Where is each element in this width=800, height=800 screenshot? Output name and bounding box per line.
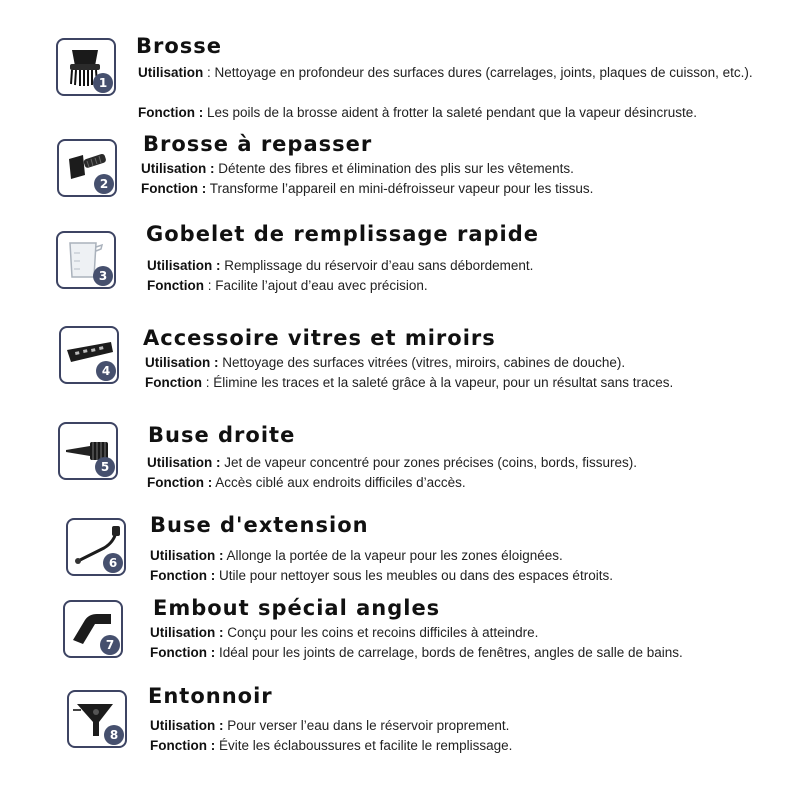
function-label: Fonction : — [150, 645, 216, 660]
item-number-badge: 5 — [95, 457, 115, 477]
item-usage — [147, 453, 787, 473]
function-text: Transforme l’appareil en mini-défroisseur vapeur pour les tissus. — [206, 181, 594, 196]
accessory-thumbnail — [67, 690, 127, 748]
usage-label: Utilisation : — [147, 455, 221, 470]
function-label: Fonction — [147, 278, 204, 293]
accessory-thumbnail — [57, 139, 117, 197]
function-text: Les poils de la brosse aident à frotter la saleté pendant que la vapeur désincruste. — [203, 105, 698, 120]
usage-text: Nettoyage en profondeur des surfaces dures (carrelages, joints, plaques de cuisson, etc.). — [214, 65, 753, 80]
item-number-badge: 8 — [104, 725, 124, 745]
usage-text: Détente des fibres et élimination des plis sur les vêtements. — [214, 161, 574, 176]
item-number-badge: 1 — [93, 73, 113, 93]
usage-label: Utilisation : — [145, 355, 219, 370]
item-usage — [150, 623, 790, 643]
item-function — [147, 276, 787, 296]
usage-text: Allonge la portée de la vapeur pour les zones éloignées. — [223, 548, 563, 563]
function-text: Idéal pour les joints de carrelage, bords de fenêtres, angles de salle de bains. — [215, 645, 683, 660]
item-usage — [141, 159, 781, 179]
usage-separator: : — [203, 65, 215, 80]
accessory-thumbnail — [63, 600, 123, 658]
accessory-thumbnail — [58, 422, 118, 480]
item-function — [150, 566, 790, 586]
function-text: : Facilite l’ajout d’eau avec précision. — [204, 278, 428, 293]
item-title: Buse d'extension — [150, 513, 369, 537]
usage-text: Remplissage du réservoir d’eau sans débordement. — [220, 258, 534, 273]
item-function — [141, 179, 781, 199]
function-text: Accès ciblé aux endroits difficiles d’accès. — [212, 475, 466, 490]
item-function — [150, 643, 790, 663]
accessory-thumbnail — [56, 38, 116, 96]
usage-label: Utilisation — [138, 65, 204, 80]
function-label: Fonction : — [150, 738, 216, 753]
accessory-thumbnail — [66, 518, 126, 576]
usage-label: Utilisation : — [150, 718, 224, 733]
item-usage — [138, 63, 778, 83]
usage-text: Jet de vapeur concentré pour zones précises (coins, bords, fissures). — [220, 455, 637, 470]
function-text: Évite les éclaboussures et facilite le remplissage. — [215, 738, 513, 753]
item-number-badge: 7 — [100, 635, 120, 655]
function-label: Fonction : — [138, 105, 204, 120]
item-function — [147, 473, 787, 493]
item-title: Embout spécial angles — [153, 596, 441, 620]
function-text: Utile pour nettoyer sous les meubles ou dans des espaces étroits. — [215, 568, 613, 583]
item-title: Brosse — [136, 34, 223, 58]
usage-label: Utilisation : — [147, 258, 221, 273]
item-number-badge: 2 — [94, 174, 114, 194]
function-label: Fonction : — [141, 181, 207, 196]
item-usage — [150, 546, 790, 566]
item-function — [145, 373, 785, 393]
accessory-thumbnail — [56, 231, 116, 289]
item-title: Buse droite — [148, 423, 296, 447]
item-number-badge: 3 — [93, 266, 113, 286]
item-usage — [147, 256, 787, 276]
usage-text: Conçu pour les coins et recoins difficiles à atteindre. — [223, 625, 539, 640]
item-function — [150, 736, 790, 756]
item-title: Gobelet de remplissage rapide — [146, 222, 540, 246]
item-usage — [150, 716, 790, 736]
function-text: : Élimine les traces et la saleté grâce à la vapeur, pour un résultat sans traces. — [202, 375, 674, 390]
usage-label: Utilisation : — [150, 625, 224, 640]
item-function — [138, 103, 778, 123]
accessory-thumbnail — [59, 326, 119, 384]
item-number-badge: 6 — [103, 553, 123, 573]
function-label: Fonction : — [147, 475, 213, 490]
item-title: Brosse à repasser — [143, 132, 373, 156]
item-title: Accessoire vitres et miroirs — [143, 326, 496, 350]
usage-text: Nettoyage des surfaces vitrées (vitres, miroirs, cabines de douche). — [218, 355, 626, 370]
usage-text: Pour verser l’eau dans le réservoir proprement. — [223, 718, 510, 733]
function-label: Fonction — [145, 375, 202, 390]
item-title: Entonnoir — [148, 684, 273, 708]
usage-label: Utilisation : — [141, 161, 215, 176]
item-number-badge: 4 — [96, 361, 116, 381]
function-label: Fonction : — [150, 568, 216, 583]
item-usage — [145, 353, 785, 373]
usage-label: Utilisation : — [150, 548, 224, 563]
